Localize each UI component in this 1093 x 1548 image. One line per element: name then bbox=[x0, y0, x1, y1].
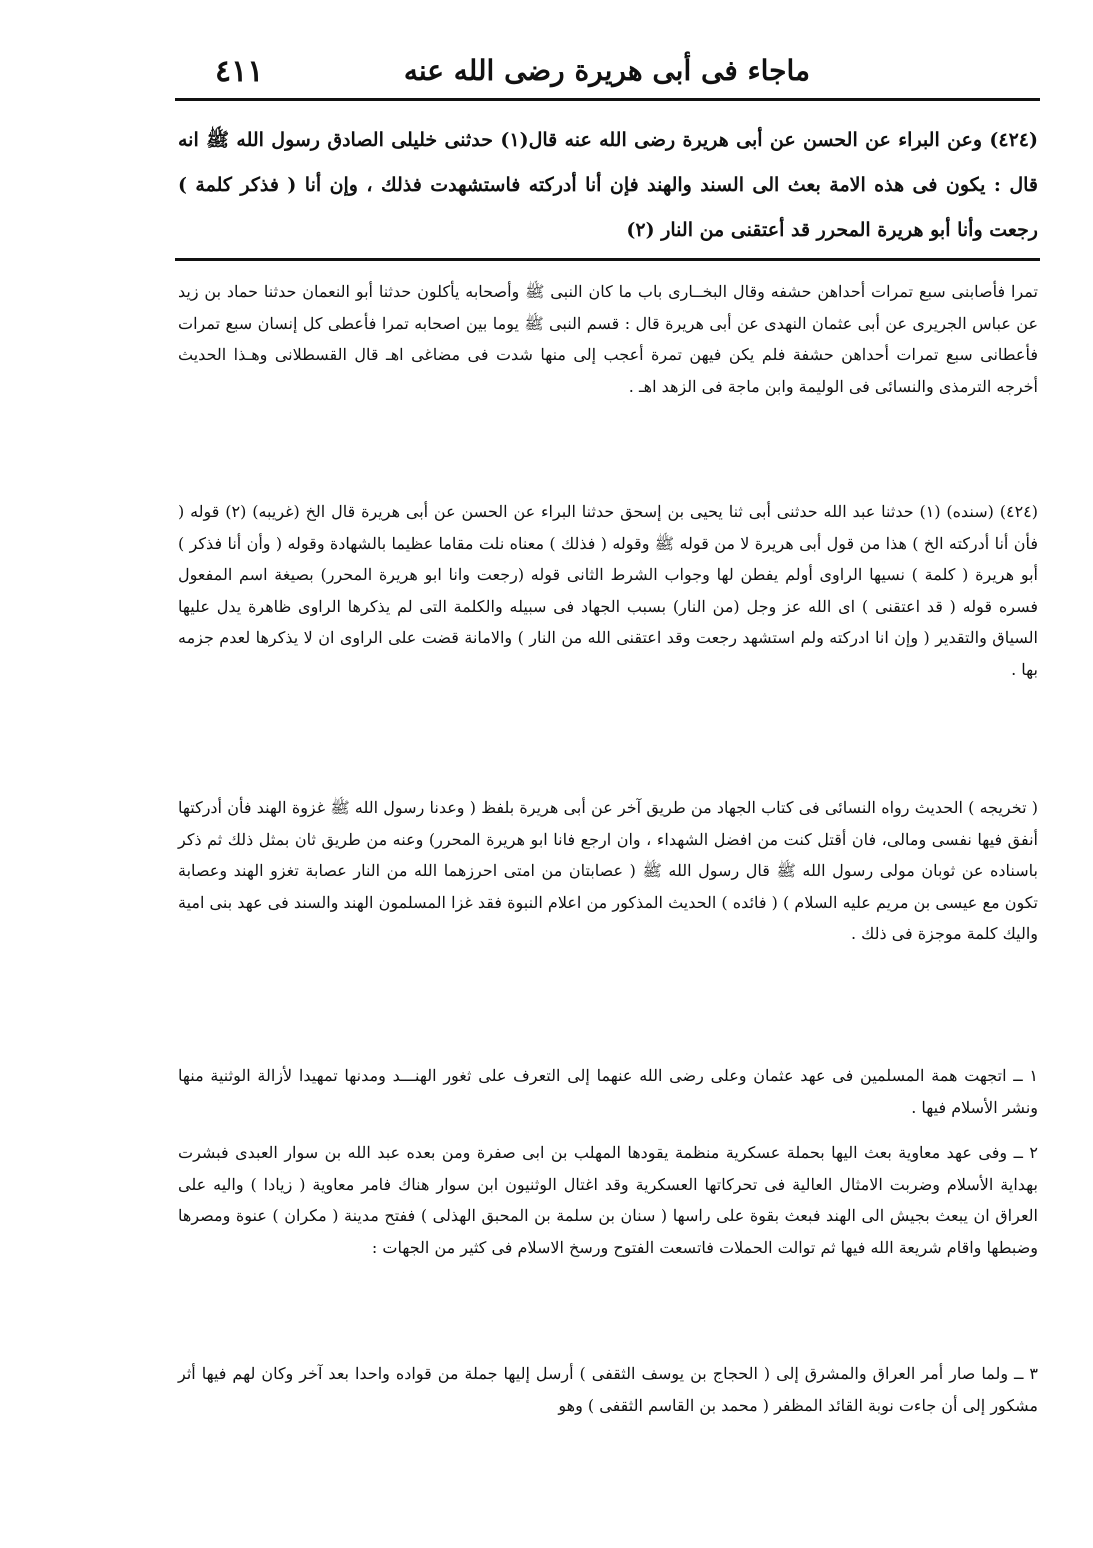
commentary-paragraph-3 bbox=[178, 792, 1038, 950]
commentary-point-3 bbox=[178, 1358, 1038, 1421]
header-rule bbox=[175, 98, 1040, 101]
hadith-paragraph: (٤٢٤) وعن البراء عن الحسن عن أبى هريرة رضى الله عنه قال(١) حدثنى خليلى الصادق رسول الله ﷺ انه قال : يكون فى هذه الامة بعث الى السند والهند فإن أنا أدركته فاستشهدت فذلك ، وإن أنا ( فذكر كلمة ) رجعت وأنا أبو هريرة المحرر قد أعتقنى من النار (٢) bbox=[178, 129, 1039, 241]
commentary-point-1 bbox=[178, 1060, 1038, 1123]
main-hadith-text bbox=[178, 118, 1038, 253]
separator-rule bbox=[175, 258, 1040, 261]
running-title: ماجاء فى أبى هريرة رضى الله عنه bbox=[403, 54, 810, 87]
commentary-text: ( تخريجه ) الحديث رواه النسائى فى كتاب الجهاد من طريق آخر عن أبى هريرة بلفظ ( وعدنا رسول الله ﷺ غزوة الهند فأن أدركتها أنفق فيها نفسى ومالى، فان أقتل كنت من افضل الشهداء ، وان ارجع فانا ابو هريرة المحرر) وعنه من طريق ثان بمثل ذلك ثم ذكر باسناده عن ثوبان مولى رسول الله ﷺ قال رسول الله ﷺ ( عصابتان من امتى احرزهما الله من النار عصابة تغزو الهند وعصابة تكون مع عيسى بن مريم عليه السلام ) ( فائده ) الحديث المذكور من اعلام النبوة فقد غزا المسلمون الهند والسند فى عهد بنى امية واليك كلمة موجزة فى ذلك . bbox=[178, 798, 1038, 943]
commentary-text: ٢ ــ وفى عهد معاوية بعث اليها بحملة عسكرية منظمة يقودها المهلب بن ابى صفرة ومن بعده عبد الله بن سوار العبدى فبشرت بهداية الأسلام وضربت الامثال العالية فى تحركاتها العسكرية وقد اغتال الوثنيون ابن سوار هناك فامر معاوية ( زيادا ) واليه على العراق ان يبعث بجيش الى الهند فبعث بقوة على راسها ( سنان بن سلمة بن المحبق الهذلى ) ففتح مدينة ( مكران ) عنوة ومصرها وضبطها واقام شريعة الله فيها ثم توالت الحملات فاتسعت الفتوح ورسخ الاسلام فى كثير من الجهات : bbox=[178, 1143, 1038, 1257]
commentary-text: (٤٢٤) (سنده) (١) حدثنا عبد الله حدثنى أبى ثنا يحيى بن إسحق حدثنا البراء عن الحسن عن أبى هريرة قال الخ (غريبه) (٢) قوله ( فأن أنا أدركته الخ ) هذا من قول أبى هريرة لا من قوله ﷺ وقوله ( فذلك ) معناه نلت مقاما عظيما بالشهادة وقوله ( وأن أنا فذكر ) أبو هريرة ( كلمة ) نسيها الراوى أولم يفطن لها وجواب الشرط الثانى قوله (رجعت وانا ابو هريرة المحرر) بصيغة اسم المفعول فسره قوله ( قد اعتقنى ) اى الله عز وجل (من النار) بسبب الجهاد فى سبيله والكلمة التى لم يذكرها الراوى ظاهرة يدل عليها السياق والتقدير ( وإن انا ادركته ولم استشهد رجعت وقد اعتقنى الله من النار ) والامانة قضت على الراوى ان لا يذكرها لعدم جزمه بها . bbox=[178, 502, 1039, 679]
commentary-paragraph-2 bbox=[178, 496, 1038, 685]
commentary-text: ٣ ــ ولما صار أمر العراق والمشرق إلى ( الحجاج بن يوسف الثقفى ) أرسل إليها جملة من قواده واحدا بعد آخر وكان لهم فيها أثر مشكور إلى أن جاءت نوبة القائد المظفر ( محمد بن القاسم الثقفى ) وهو bbox=[178, 1364, 1038, 1415]
page-header bbox=[175, 50, 1040, 98]
page-number: ٤١١ bbox=[215, 54, 264, 89]
commentary-text: تمرا فأصابنى سبع تمرات أحداهن حشفه وقال البخــارى باب ما كان النبى ﷺ وأصحابه يأكلون حدثنا أبو النعمان حدثنا حماد بن زيد عن عباس الجريرى عن أبى عثمان النهدى عن أبى هريرة قال : قسم النبى ﷺ يوما بين اصحابه تمرا فأعطى كل إنسان سبع تمرات فأعطانى سبع تمرات أحداهن حشفة فلم يكن فيهن تمرة أعجب إلى منها شدت فى مضاغى اهـ قال القسطلانى وهـذا الحديث أخرجه الترمذى والنسائى فى الوليمة وابن ماجة فى الزهد اهـ . bbox=[178, 282, 1038, 396]
commentary-paragraph-1 bbox=[178, 276, 1038, 402]
commentary-text: ١ ــ اتجهت همة المسلمين فى عهد عثمان وعلى رضى الله عنهما إلى التعرف على ثغور الهنـــد ومدنها تمهيدا لأزالة الوثنية منها ونشر الأسلام فيها . bbox=[178, 1066, 1038, 1117]
commentary-point-2 bbox=[178, 1137, 1038, 1263]
